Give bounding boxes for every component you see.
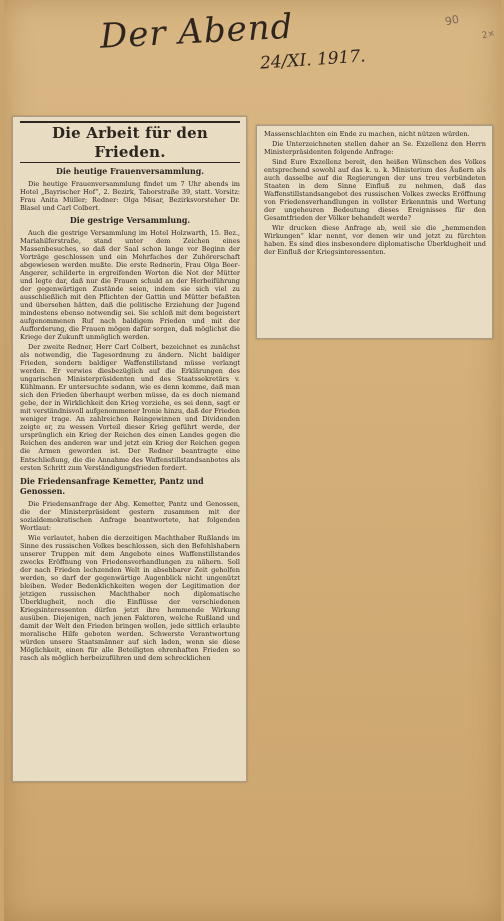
newspaper-masthead: Der Abend bbox=[98, 6, 295, 57]
article-paragraph: Der zweite Redner, Herr Carl Colbert, bezeichnet es zunächst als notwendig, die Tagesordnung zu ändern. Nicht baldiger Frieden, sondern baldiger Waffenstillstand müsse verlangt werden. Er verwies diesbezüglich auf die Erklärungen des ungarischen Ministerpräsidenten und des Staatssekretärs v. Kühlmann. Er untersuchte sodann, wie es denn komme, daß man sich den Frieden überhaupt werben müsse, da es doch niemand gebe, der in Wirklichkeit den Krieg vorziehe, es sei denn, sagt er mit verständnisvoll aufgenommener Ironie hinzu, daß der Frieden weniger trage. An zahlreichen Reingewinnen und Dividenden zeigte er, zu wessen Vorteil dieser Krieg geführt werde, der ursprünglich ein Krieg der Reichen des einen Landes gegen die Reichen des anderen war und jetzt ein Krieg der Reichen gegen die Armen geworden ist. Der Redner beantragte eine Entschließung, die die Annahme des Waffenstillstandsanbotes als ersten Schritt zum Verständigungsfrieden fordert. bbox=[20, 343, 240, 472]
article-paragraph: Die heutige Frauenversammlung findet um 7 Uhr abends im Hotel „Bayrischer Hof“, 2. Bezirk, Taborstraße 39, statt. Vorsitz: Frau Anita Müller; Redner: Olga Misar, Bezirksvorsteher Dr. Blasel und Carl Colbert. bbox=[20, 180, 240, 213]
continuation-paragraph: Massenschlachten ein Ende zu machen, nicht nützen würden. bbox=[264, 130, 470, 138]
section-heading: Die gestrige Versammlung. bbox=[69, 216, 191, 226]
continuation-paragraph: Sind Eure Exzellenz bereit, den heißen Wünschen des Volkes entsprechend sowohl auf das k. u. k. Ministerium des Äußern als auch dasselbe auf die Regierungen der uns treu verbündeten Staaten in dem Sinne Einfluß zu nehmen, daß das Waffenstillstandsangebot des russischen Volkes zwecks Eröffnung von Friedensverhandlungen in vollster Erkenntnis und Wertung der ungeheuren Bedeutung dieses Ereignisses für den Gesamtfrieden der Völker behandelt werde? bbox=[264, 158, 486, 223]
article-paragraph: Die Friedensanfrage der Abg. Kemetter, Pantz und Genossen, die der Ministerpräsident gestern zusammen mit der sozialdemokratischen Anfrage beantwortete, hat folgenden Wortlaut: bbox=[20, 499, 240, 532]
archive-number-secondary: 2× bbox=[481, 28, 497, 42]
article-paragraph: Wie verlautet, haben die derzeitigen Machthaber Rußlands im Sinne des russischen Volkes beschlossen, sich den Befehlshabern unserer Truppen mit dem Angebote eines Waffenstillstandes zwecks Eröffnung von Friedensverhandlungen zu nähern. Soll der nach Frieden lechzenden Welt in absehbarer Zeit geholfen werden, so darf der gegenwärtige Augenblick nicht ungenützt bleiben. Weder Bedenklichkeiten wegen der Legitimation der jetzigen russischen Machthaber noch diplomatische Überklugheit, noch die Einflüsse der verschiedenen Kriegsinteressenten dürfen jetzt ihre hemmende Wirkung ausüben. Diejenigen, nach jenen Faktoren, welche Rußland und damit der Welt den Frieden bringen wollen, jede sittlich erlaubte moralische Hilfe geboten werden. Schwerste Verantwortung würden unsere Staatsmänner auf sich laden, wenn sie diese Möglichkeit, einen für alle Beteiligten ehrenhaften Frieden so rasch als möglich herbeizuführen und dem schrecklichen bbox=[20, 533, 240, 662]
handwritten-date: 24/XI. 1917. bbox=[259, 46, 367, 74]
clipping-continuation-column bbox=[256, 125, 493, 339]
archive-number: 90 bbox=[443, 12, 461, 29]
article-paragraph: Auch die gestrige Versammlung im Hotel Holzwarth, 15. Bez., Mariahilferstraße, stand unter dem Zeichen eines Massenbesuches, so daß der Saal schon lange vor Beginn der Vorträge geschlossen und ein Mehrfaches der Zuhörerschaft abgewiesen werden mußte. Die erste Rednerin, Frau Olga Beer-Angerer, schilderte in ergreifenden Worten die Not der Mütter und legte dar, daß nur die Frauen schuld an der Herbeiführung der gegenwärtigen Zustände seien, indem sie sich viel zu ausschließlich mit den Pflichten der Gattin und Mütter befaßten und übersehen hätten, daß die politische Erziehung der Jugend mindestens ebenso notwendig sei. Sie schloß mit dem begeistert aufgenommenen Ruf nach baldigem Frieden und mit der Aufforderung, die Frauen mögen dafür sorgen, daß möglichst die Kriege der Zukunft unmöglich werden. bbox=[20, 229, 240, 342]
continuation-paragraph: Wir drucken diese Anfrage ab, weil sie die „hemmenden Wirkungen“ klar nennt, vor denen wir und jetzt zu fürchten haben. Es sind dies insbesondere diplomatische Überklugheit und der Einfluß der Kriegsinteressenten. bbox=[264, 224, 486, 257]
section-heading: Die Friedensanfrage Kemetter, Pantz und Genossen. bbox=[20, 476, 204, 496]
archive-sheet bbox=[4, 0, 501, 921]
clipping-main-column bbox=[12, 116, 247, 782]
article-headline: Die Arbeit für den Frieden. bbox=[20, 121, 240, 163]
section-heading: Die heutige Frauenversammlung. bbox=[55, 167, 204, 176]
continuation-paragraph: Die Unterzeichneten stellen daher an Se. Exzellenz den Herrn Ministerpräsidenten folgende Anfrage: bbox=[264, 140, 486, 157]
